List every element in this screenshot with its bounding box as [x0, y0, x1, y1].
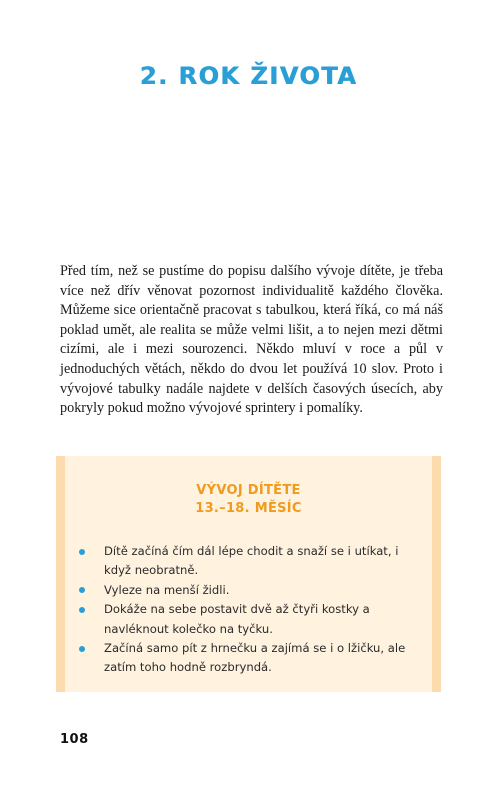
box-heading-line2: 13.–18. MĚSÍC — [195, 501, 302, 516]
list-item — [76, 639, 428, 678]
development-info-box — [56, 456, 441, 692]
box-heading — [56, 482, 441, 518]
list-item-text: Začíná samo pít z hrnečku a zajímá se i o lžičku, ale zatím toho hodně rozbryndá. — [104, 641, 406, 675]
body-paragraph: Před tím, než se pustíme do popisu dalšího vývoje dítěte, je třeba více než dřív věnovat pozornost individualitě každého člověka. Můžeme sice orientačně pracovat s tabulkou, která říká, co má náš poklad umět, ale realita se může velmi lišit, a to nejen mezi dětmi cizími, ale i mezi sourozenci. Někdo mluví v roce a půl v jednoduchých větách, někdo do dvou let používá 10 slov. Proto i vývojové tabulky nadále najdete v delších časových úsecích, aby pokryly pokud možno vývojové sprintery i pomalíky. — [60, 263, 443, 417]
list-item — [76, 542, 428, 581]
list-item-text: Vyleze na menší židli. — [104, 582, 230, 597]
list-item-text: Dokáže na sebe postavit dvě až čtyři kostky a navléknout kolečko na tyčku. — [104, 602, 370, 636]
chapter-title: 2. ROK ŽIVOTA — [139, 62, 358, 90]
box-heading-line1: VÝVOJ DÍTĚTE — [196, 483, 301, 498]
list-item-text: Dítě začíná čím dál lépe chodit a snaží se i utíkat, i když neobratně. — [104, 544, 399, 578]
bullet-dot-icon — [79, 549, 85, 555]
bullet-dot-icon — [79, 607, 85, 613]
page-number: 108 — [60, 732, 89, 747]
list-item — [76, 600, 428, 639]
list-item — [76, 581, 428, 600]
development-list — [76, 542, 428, 678]
bullet-dot-icon — [79, 646, 85, 652]
bullet-dot-icon — [79, 587, 85, 593]
